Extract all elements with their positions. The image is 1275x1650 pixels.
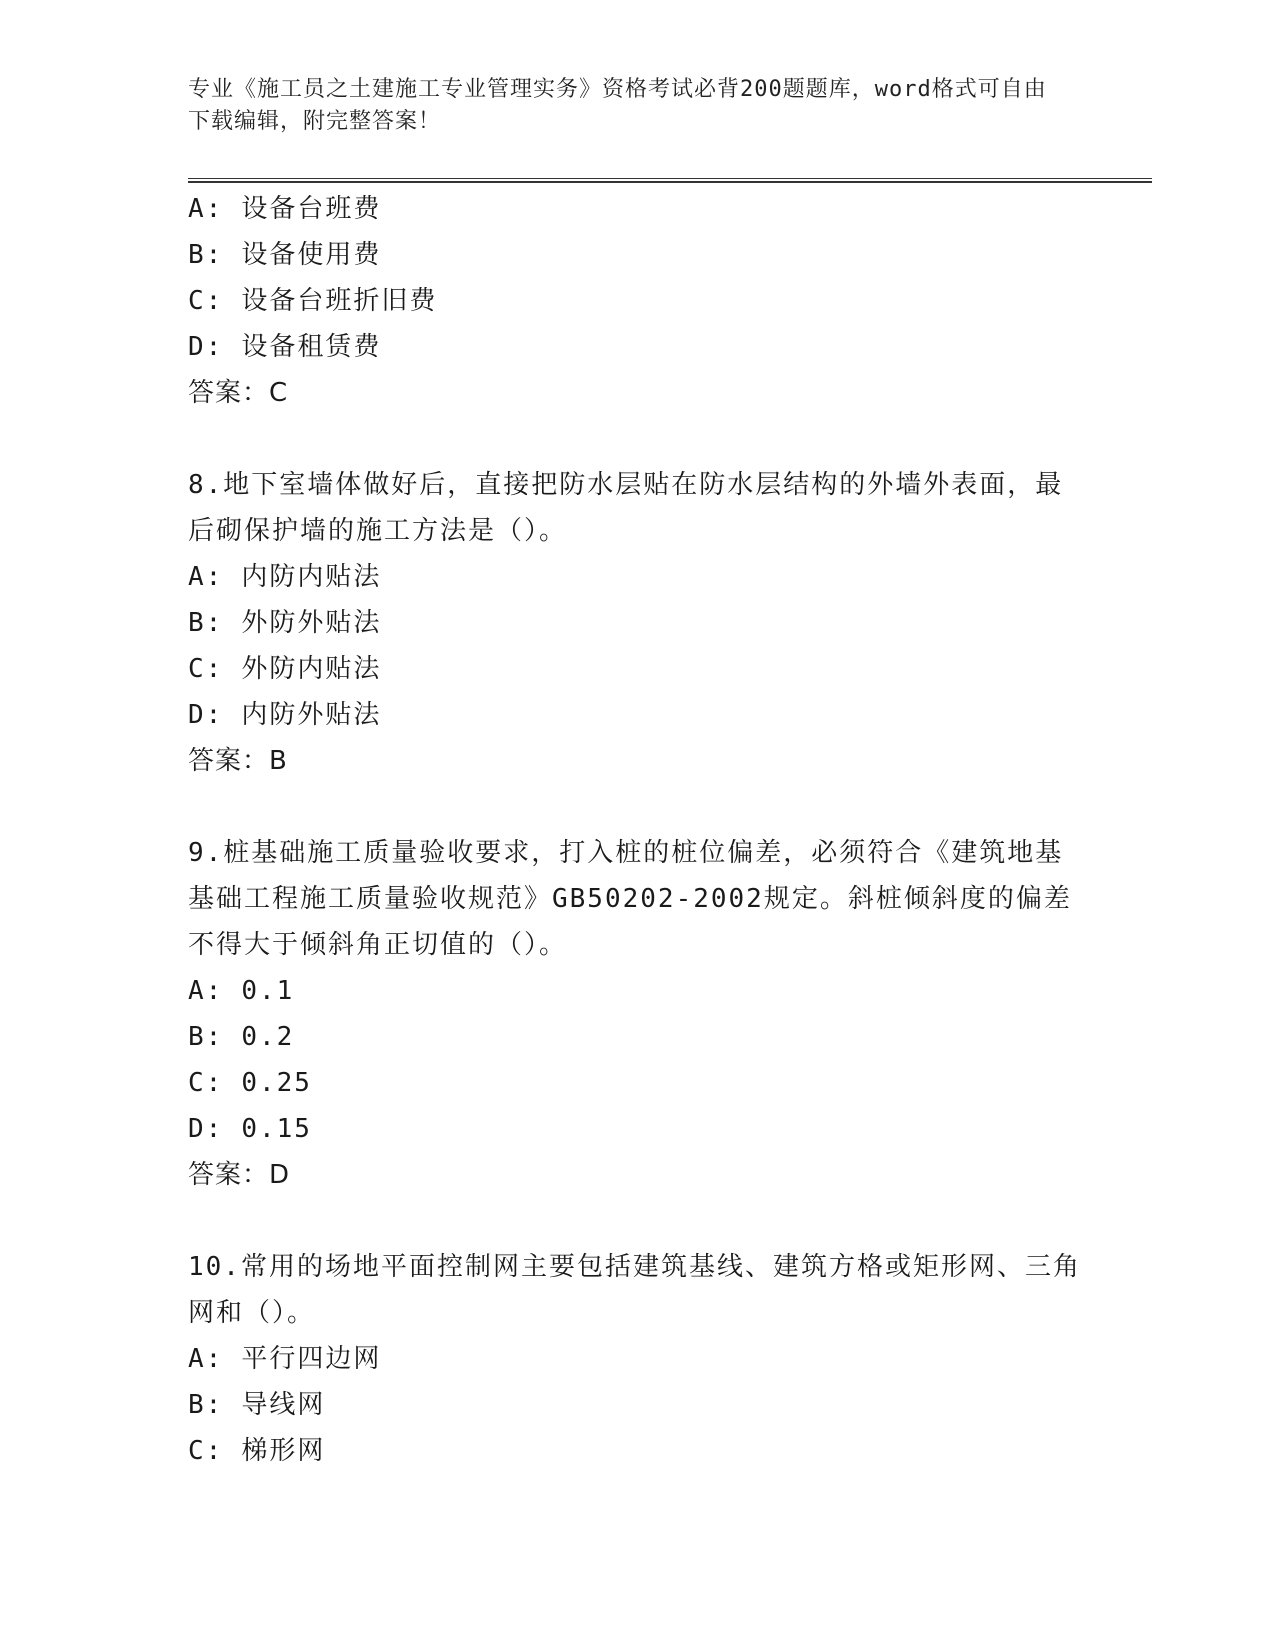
option-c: [188, 1428, 1088, 1474]
option-label: B:: [188, 1022, 224, 1052]
option-label: B:: [188, 1390, 224, 1420]
option-text: 设备台班折旧费: [241, 286, 438, 316]
option-text: 0.2: [241, 1022, 295, 1052]
option-label: D:: [188, 700, 224, 730]
question-stem: 10.常用的场地平面控制网主要包括建筑基线、建筑方格或矩形网、三角网和（）。: [188, 1252, 1081, 1328]
option-d: [188, 1106, 1088, 1152]
answer: 答案：D: [188, 1160, 291, 1190]
option-a: [188, 968, 1088, 1014]
question-7: [188, 186, 1088, 416]
option-text: 内防外贴法: [241, 700, 382, 730]
option-text: 设备使用费: [241, 240, 382, 270]
option-b: [188, 1014, 1088, 1060]
option-label: A:: [188, 1344, 224, 1374]
header-divider: [188, 178, 1152, 183]
answer: 答案：B: [188, 746, 288, 776]
option-c: [188, 646, 1088, 692]
option-d: [188, 324, 1088, 370]
option-label: D:: [188, 332, 224, 362]
option-b: [188, 1382, 1088, 1428]
option-label: C:: [188, 286, 224, 316]
option-text: 导线网: [241, 1390, 326, 1420]
option-c: [188, 1060, 1088, 1106]
option-label: A:: [188, 976, 224, 1006]
option-label: B:: [188, 240, 224, 270]
option-a: [188, 554, 1088, 600]
question-10: [188, 1244, 1088, 1474]
option-text: 0.1: [241, 976, 295, 1006]
document-header: 专业《施工员之土建施工专业管理实务》资格考试必背200题题库，word格式可自由下载编辑，附完整答案！: [188, 77, 1047, 134]
question-stem: 9.桩基础施工质量验收要求，打入桩的桩位偏差，必须符合《建筑地基基础工程施工质量验收规范》GB50202-2002规定。斜桩倾斜度的偏差不得大于倾斜角正切值的（）。: [188, 838, 1072, 960]
option-text: 平行四边网: [241, 1344, 382, 1374]
option-text: 外防外贴法: [241, 608, 382, 638]
question-8: [188, 462, 1088, 784]
question-9: [188, 830, 1088, 1198]
option-text: 0.15: [241, 1114, 312, 1144]
option-label: C:: [188, 1068, 224, 1098]
option-label: D:: [188, 1114, 224, 1144]
option-a: [188, 186, 1088, 232]
option-label: C:: [188, 654, 224, 684]
option-c: [188, 278, 1088, 324]
option-text: 0.25: [241, 1068, 312, 1098]
option-label: B:: [188, 608, 224, 638]
answer: 答案：C: [188, 378, 289, 408]
option-label: A:: [188, 562, 224, 592]
option-text: 外防内贴法: [241, 654, 382, 684]
option-text: 内防内贴法: [241, 562, 382, 592]
option-text: 梯形网: [241, 1436, 326, 1466]
question-list: [188, 186, 1088, 1474]
option-a: [188, 1336, 1088, 1382]
option-d: [188, 692, 1088, 738]
option-label: A:: [188, 194, 224, 224]
option-label: C:: [188, 1436, 224, 1466]
option-text: 设备租赁费: [241, 332, 382, 362]
option-b: [188, 600, 1088, 646]
option-b: [188, 232, 1088, 278]
option-text: 设备台班费: [241, 194, 382, 224]
question-stem: 8.地下室墙体做好后，直接把防水层贴在防水层结构的外墙外表面，最后砌保护墙的施工方法是（）。: [188, 470, 1064, 546]
